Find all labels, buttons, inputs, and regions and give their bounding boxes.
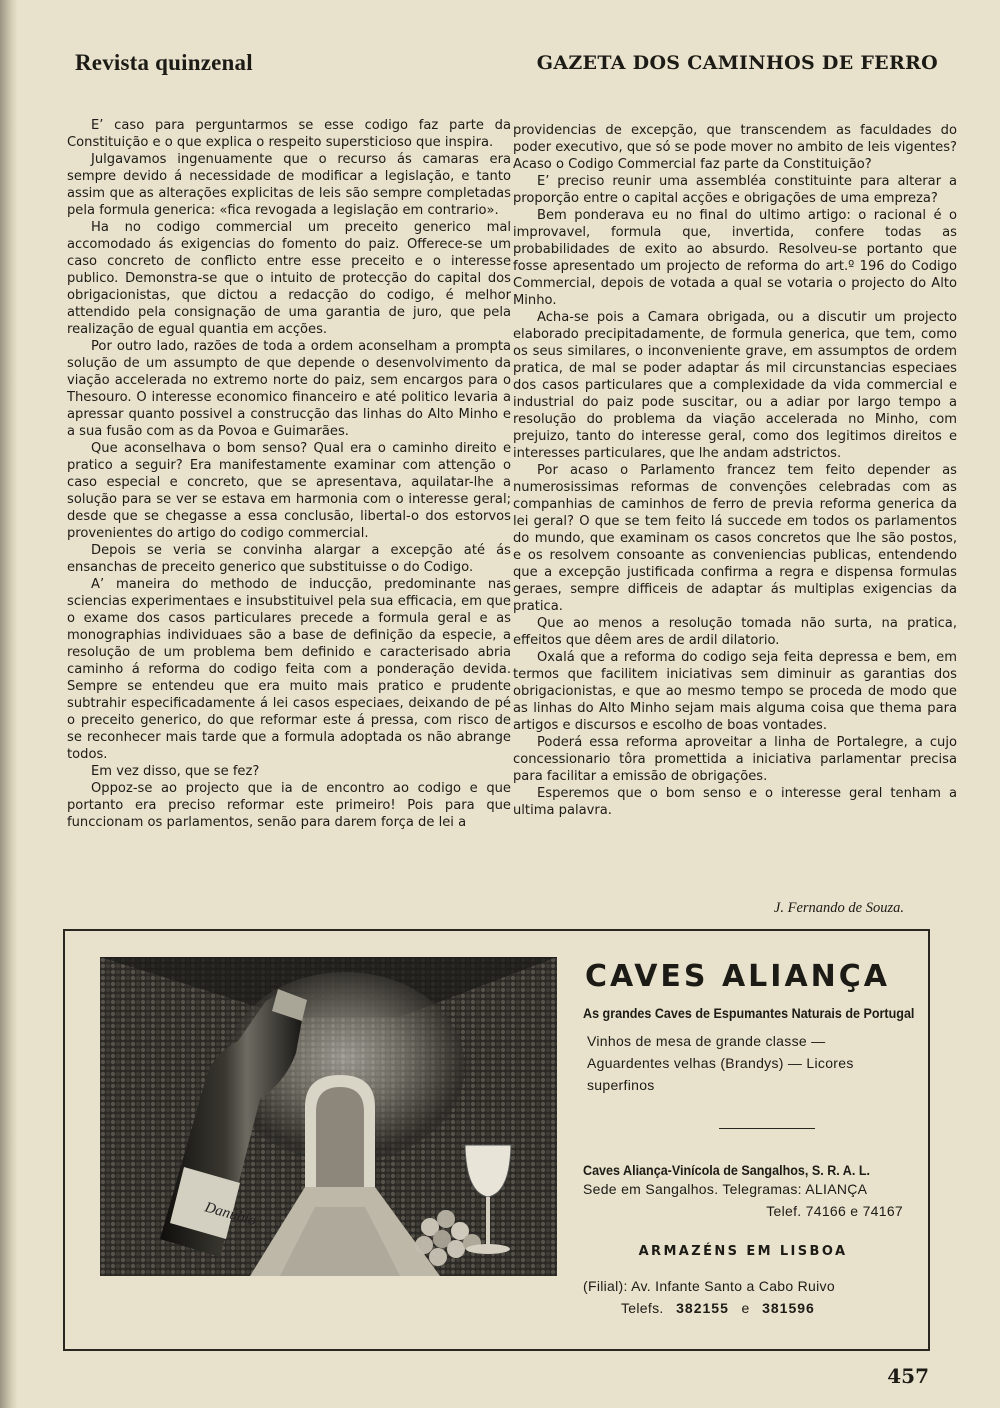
article-paragraph: Esperemos que o bom senso e o interesse geral tenham a ultima palavra.	[513, 786, 957, 818]
product-description: Vinhos de mesa de grande classe — Aguardentes velhas (Brandys) — Licores superfinos	[587, 1033, 854, 1093]
article-paragraph: Por outro lado, razões de toda a ordem aconselham a promptа solução de um assumpto de que depende o desenvolvimento da viação accelerada no extremo norte do paiz, sem encargos para o Thesouro. O interesse economico financeiro e até politico levaria a apressar quanto possivel a construcção das linhas do Alto Minho e a sua fusão com as da Povoa e Guimarães.	[67, 339, 511, 439]
article-paragraph: Que ao menos a resolução tomada não surta, na pratica, effeitos que dêem ares de ardil dilatorio.	[513, 616, 957, 648]
filial-phone-1: 382155	[676, 1300, 729, 1316]
header-right-title: GAZETA DOS CAMINHOS DE FERRO	[536, 52, 938, 74]
author-signature: J. Fernando de Souza.	[773, 900, 904, 916]
page-number: 457	[887, 1364, 929, 1388]
article-paragraph: Acha-se pois a Camara obrigada, ou a discutir um projecto elaborado precipitadamente, de formula generica, que tem, como os seus similares, o inconveniente grave, em assumptos de ordem pratica, de mal se poder adaptar ás mil circunstancias especiaes dos casos particulares que a complexidade da vida commercial e industrial do paiz pode suscitar, ou a adiar por largo tempo a resolução do problema da viação accelerada no Minho, com prejuizo, tanto do interesse geral, como dos legitimos direitos e interesses particulares, que lhe andam adstrictos.	[513, 310, 957, 461]
company-phone: Telef. 74166 e 74167	[766, 1203, 903, 1219]
article-paragraph: providencias de excepção, que transcendem as faculdades do poder executivo, que só se pode mover no ambito de leis vigentes? Acaso o Codigo Commercial faz parte da Constituição?	[513, 123, 958, 172]
article-paragraph: Em vez disso, que se fez?	[91, 764, 260, 779]
article-paragraph: Depois se veria se convinha alargar a excepção até ás ensanchas de preceito generico que substituisse o do Codigo.	[67, 543, 511, 575]
article-paragraph: Julgavamos ingenuamente que o recurso ás camaras era sempre devido á necessidade de modificar a legislação, e tanto assim que as alterações explicitas de leis são sempre completadas pela formula generica: «fica revogada a legislação em contrario».	[67, 152, 511, 218]
article-paragraph: Oppoz-se ao projecto que ia de encontro ao codigo e que portanto era preciso reformar este primeiro! Pois para que funccionam os parlamentos, senão para darem força de lei a	[67, 781, 511, 830]
cellar-illustration-svg	[100, 957, 557, 1276]
filial-phone-separator: e	[741, 1300, 750, 1316]
filial-phones	[583, 1297, 903, 1319]
article-paragraph: E’ preciso reunir uma assembléa constituinte para alterar a proporção entre o capital acções e obrigações de uma empreza?	[513, 174, 957, 206]
filial-phone-2: 381596	[762, 1300, 815, 1316]
filial-address: (Filial): Av. Infante Santo a Cabo Ruivo	[583, 1278, 835, 1294]
article-paragraph: Por acaso o Parlamento francez tem feito depender as numerosissimas reformas de convenções celebradas com as companhias de caminhos de ferro de previa reforma generica da lei geral? O que se tem feito lá succede em todos os parlamentos do mundo, que examinam os casos concretos que lhe são postos, e os resolvem consoante as conveniencias publicas, entendendo que a excepção justificada confirma a regra e dispensa formulas geraes, sempre difficeis de adaptar ás multiplas exigencias da pratica.	[513, 463, 957, 614]
article-paragraph: Que aconselhava o bom senso? Qual era o caminho direito e pratico a seguir? Era manifestamente examinar com attenção o caso especial e concreto, que se apresentava, aquilatar-lhe a solução para se ver se estava em harmonia com o interesse geral; desde que se chegasse a essa conclusão, libertal-o dos estorvos provenientes do artigo do codigo commercial.	[67, 441, 511, 541]
filial-phone-label: Telefs.	[621, 1300, 664, 1316]
brand-tagline: As grandes Caves de Espumantes Naturais de Portugal	[583, 1006, 915, 1021]
bottle-label-text: Danubio	[202, 1199, 258, 1230]
article-paragraph: Ha no codigo commercial um preceito generico mal accomodado ás exigencias do fomento do paiz. Offerece-se um caso concreto de conflicto entre esse preceito e o interesse publico. Demonstra-se que o intuito de protecção do capital dos obrigacionistas, que dictou a redacção do codigo, é melhor attendido pela consignação de uma garantia de juro, que pela realização de egual quantia em acções.	[67, 220, 511, 337]
article-column-left	[67, 117, 511, 831]
header-left-title: Revista quinzenal	[75, 50, 253, 75]
running-header	[75, 50, 938, 82]
article-column-right	[513, 122, 957, 819]
article-paragraph: A’ maneira do methodo de inducção, predominante nas sciencias experimentaes e insubstituivel pela sua efficacia, em que o exame dos casos particulares precede a formula geral e as monographias individuaes são a base de definição da especie, a resolução de um problema bem definido e caracterisado abria caminho á reforma do codigo feita com a ponderação devida. Sempre se entendeu que era muito mais pratico e prudente subtrahir especificadamente á lei casos especiaes, deixando de pé o preceito generico, do que reformar este á pressa, com risco de se reconhecer mais tarde que a formula adoptada os não abrange todos.	[67, 577, 511, 762]
wine-cellar-illustration	[100, 957, 557, 1276]
warehouses-heading: ARMAZÉNS EM LISBOA	[638, 1244, 848, 1259]
brand-name: CAVES ALIANÇA	[585, 959, 891, 994]
article-paragraph: Oxalá que a reforma do codigo seja feita depressa e bem, em termos que facilitem iniciativas sem diminuir as garantias dos obrigacionistas, e que ao mesmo tempo se proceda de modo que as linhas do Alto Minho sejam mais alguma coisa que thema para artigos e discursos e escolho de boas vontades.	[513, 650, 957, 733]
ad-divider	[719, 1128, 815, 1129]
article-paragraph: E’ caso para perguntarmos se esse codigo faz parte da Constituição e o que explica o respeito supersticioso que inspira.	[67, 118, 511, 150]
article-paragraph: Poderá essa reforma aproveitar a linha de Portalegre, a cujo concessionario tôra promettida a iniciativa parlamentar precisa para facilitar a emissão de obrigações.	[513, 735, 957, 784]
page-binding-shadow	[0, 0, 18, 1408]
advertisement-text	[583, 959, 915, 1319]
company-address: Sede em Sangalhos. Telegramas: ALIANÇA	[583, 1181, 868, 1197]
company-name: Caves Aliança-Vinícola de Sangalhos, S. R. A. L.	[583, 1163, 871, 1178]
advertisement-box	[63, 929, 930, 1351]
article-paragraph: Bem ponderava eu no final do ultimo artigo: o racional é o improvavel, formula que, invertida, confere todas as probabilidades de exito ao absurdo. Resolveu-se portanto que fosse apresentado um projecto de reforma do art.º 196 do Codigo Commercial, depois de votada a qual se votaria o projecto do Alto Minho.	[513, 208, 957, 308]
